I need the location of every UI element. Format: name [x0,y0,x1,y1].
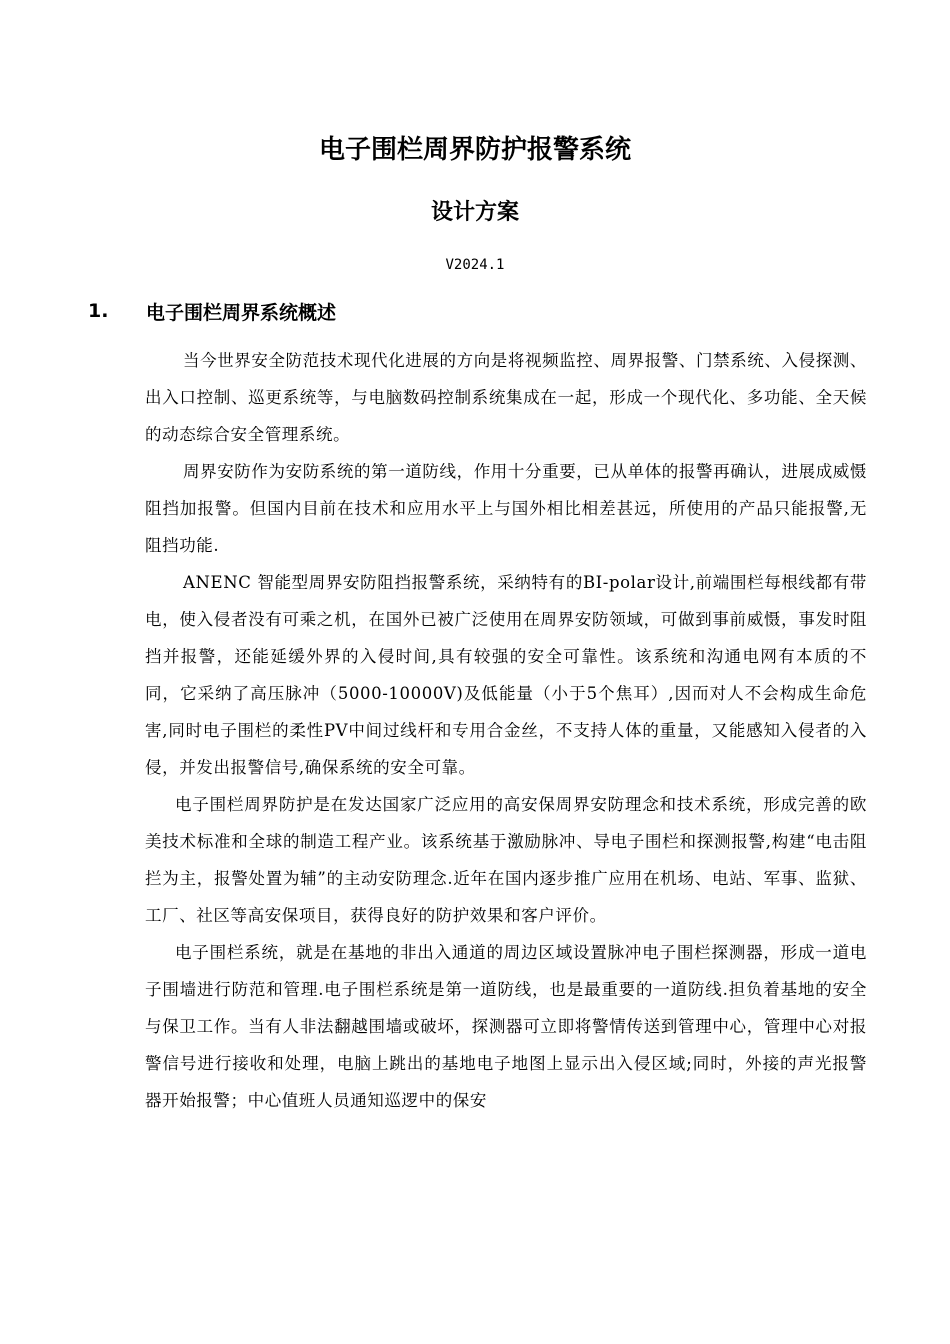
document-subtitle: 设计方案 [430,200,519,225]
document-title: 电子围栏周界防护报警系统 [318,135,631,165]
paragraph: 电子围栏系统，就是在基地的非出入通道的周边区域设置脉冲电子围栏探测器，形成一道电子围墙进行防范和管理.电子围栏系统是第一道防线，也是最重要的一道防线.担负着基地的安全与保卫工作。当有人非法翻越围墙或破坏，探测器可立即将警情传送到管理中心，管理中心对报警信号进行接收和处理，电脑上跳出的基地电子地图上显示出入侵区域;同时，外接的声光报警器开始报警；中心值班人员通知巡逻中的保安 [145,943,867,1110]
paragraph: 周界安防作为安防系统的第一道防线，作用十分重要，已从单体的报警再确认，进展成威慑阻挡加报警。但国内目前在技术和应用水平上与国外相比相差甚远，所使用的产品只能报警,无阻挡功能. [145,462,867,555]
section-title: 电子围栏周界系统概述 [146,301,337,324]
document-version: V2024.1 [445,257,505,273]
paragraph: ANENC 智能型周界安防阻挡报警系统，采纳特有的BI-polar设计,前端围栏每根线都有带电，使入侵者没有可乘之机，在国外已被广泛使用在周界安防领域，可做到事前威慑，事发时阻挡并报警，还能延缓外界的入侵时间,具有较强的安全可靠性。该系统和沟通电网有本质的不同，它采纳了高压脉冲（5000-10000V)及低能量（小于5个焦耳）,因而对人不会构成生命危害,同时电子围栏的柔性PV中间过线杆和专用合金丝，不支持人体的重量，又能感知入侵者的入侵，并发出报警信号,确保系统的安全可靠。 [145,573,867,777]
section-body [145,342,867,1119]
paragraph: 电子围栏周界防护是在发达国家广泛应用的高安保周界安防理念和技术系统，形成完善的欧美技术标准和全球的制造工程产业。该系统基于激励脉冲、导电子围栏和探测报警,构建“电击阻拦为主，报警处置为辅”的主动安防理念.近年在国内逐步推广应用在机场、电站、军事、监狱、工厂、社区等高安保项目，获得良好的防护效果和客户评价。 [145,795,867,925]
paragraph: 当今世界安全防范技术现代化进展的方向是将视频监控、周界报警、门禁系统、入侵探测、出入口控制、巡更系统等，与电脑数码控制系统集成在一起，形成一个现代化、多功能、全天候的动态综合安全管理系统。 [145,351,867,444]
section-number: 1. [88,300,109,322]
section-heading [88,296,336,326]
